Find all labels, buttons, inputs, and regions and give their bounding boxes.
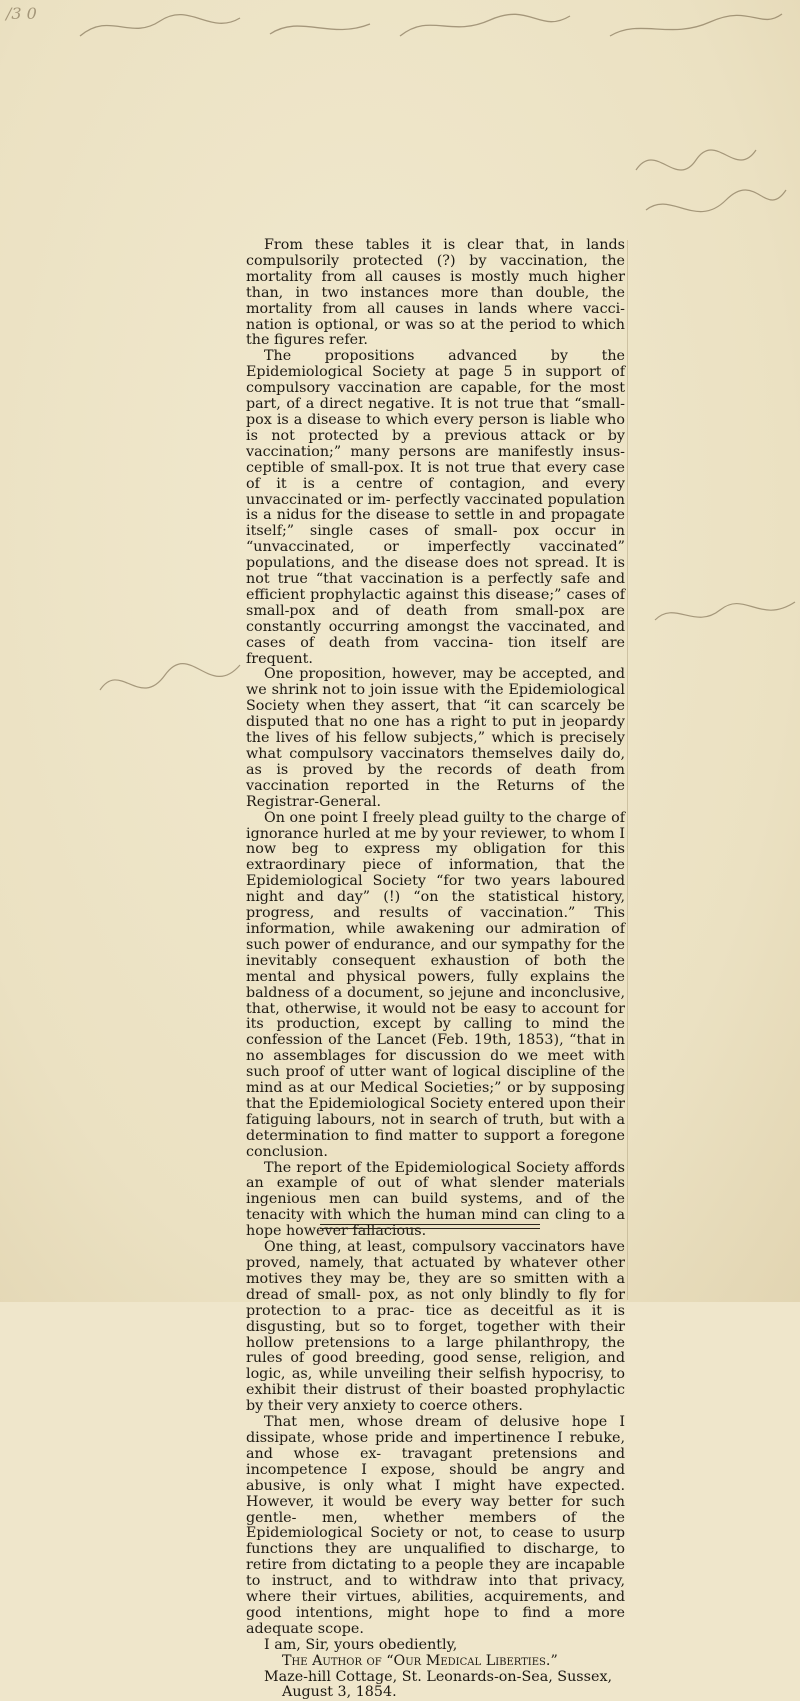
end-rule-bottom	[320, 1228, 540, 1229]
letter-body	[246, 238, 625, 1701]
corner-page-mark: /3 0	[6, 4, 37, 23]
address-line: Maze-hill Cottage, St. Leonards-on-Sea, Sussex,	[264, 1668, 613, 1685]
paragraph-3: One proposition, however, may be accepted, and we shrink not to join issue with the Epidemiological Society when they assert, that “it can scarcely be disputed that no one has a right to put in jeopardy the lives of his fellow subjects,” which is precisely what compulsory vaccinators themselves daily do, as is proved by the records of death from vaccination reported in the Returns of the Registrar-General.	[246, 666, 625, 810]
end-rule-top	[320, 1224, 540, 1225]
paragraph-4: On one point I freely plead guilty to the charge of ignorance hurled at me by your reviewer, to whom I now beg to express my obligation for this extraordinary piece of information, that the Epidemiological Society “for two years laboured night and day” (!) “on the statistical history, progress, and results of vaccination.” This information, while awakening our admiration of such power of endurance, and our sympathy for the inevitably consequent exhaustion of both the mental and physical powers, fully explains the baldness of a document, so jejune and inconclusive, that, otherwise, it would not be easy to account for its production, except by calling to mind the confession of the Lancet (Feb. 19th, 1853), “that in no assemblages for discussion do we meet with such proof of utter want of logical discipline of the mind as at our Medical Societies;” or by supposing that the Epidemiological Society entered upon their fatiguing labours, not in search of truth, but with a determination to find matter to support a foregone conclusion.	[246, 809, 625, 1160]
handwriting-scribble-top	[70, 6, 790, 46]
column-edge-line	[627, 240, 628, 1300]
date-line: August 3, 1854.	[282, 1684, 397, 1701]
paragraph-5: The report of the Epidemiological Society affords an example of out of what slender materials ingenious men can build systems, and of the tenacity with which the human mind can cling to a hope however fallacious.	[246, 1159, 625, 1240]
paragraph-1: From these tables it is clear that, in lands compulsorily protected (?) by vaccination, the mortality from all causes is mostly much higher than, in two instances more than double, the mortality from all causes in lands where vacci- nation is optional, or was so at the period to which the figures refer.	[246, 237, 625, 349]
paragraph-7: That men, whose dream of delusive hope I dissipate, whose pride and impertinence I rebuke, and whose ex- travagant pretensions and incompetence I expose, should be angry and abusive, is only what I might have expected. However, it would be every way better for such gentle- men, whether members of the Epidemiological Society or not, to cease to usurp functions they are unqualified to discharge, to retire from dictating to a people they are incapable to instruct, and to withdraw into that privacy, where their virtues, abilities, acquirements, and good intentions, might hope to find a more adequate scope.	[246, 1414, 625, 1637]
paragraph-6: One thing, at least, compulsory vaccinators have proved, namely, that actuated by whatever other motives they may be, they are so smitten with a dread of small- pox, as not only blindly to fly for protection to a prac- tice as deceitful as it is disgusting, but so to forget, together with their hollow pretensions to a large philanthropy, the rules of good breeding, good sense, religion, and logic, as, while unveiling their selfish hypocrisy, to exhibit their distrust of their boasted prophylactic by their very anxiety to coerce others.	[246, 1239, 625, 1415]
handwriting-scribble-left	[90, 640, 250, 720]
signature: The Author of “Our Medical Liberties.”	[282, 1652, 558, 1669]
handwriting-scribble-margin-top	[626, 130, 796, 250]
handwriting-scribble-right	[650, 590, 800, 640]
paragraph-2: The propositions advanced by the Epidemiological Society at page 5 in support of compulsory vaccination are capable, for the most part, of a direct negative. It is not true that “small-pox is a disease to which every person is liable who is not protected by a previous attack or by vaccination;” many persons are manifestly insus- ceptible of small-pox. It is not true that every case of it is a centre of contagion, and every unvaccinated or im- perfectly vaccinated population is a nidus for the disease to settle in and propagate itself;” single cases of small- pox occur in “unvaccinated, or imperfectly vaccinated” populations, and the disease does not spread. It is not true “that vaccination is a perfectly safe and efficient prophylactic against this disease;” cases of small-pox and of death from small-pox are constantly occurring amongst the vaccinated, and cases of death from vaccina- tion itself are frequent.	[246, 348, 625, 667]
closing-line: I am, Sir, yours obediently,	[264, 1636, 458, 1653]
